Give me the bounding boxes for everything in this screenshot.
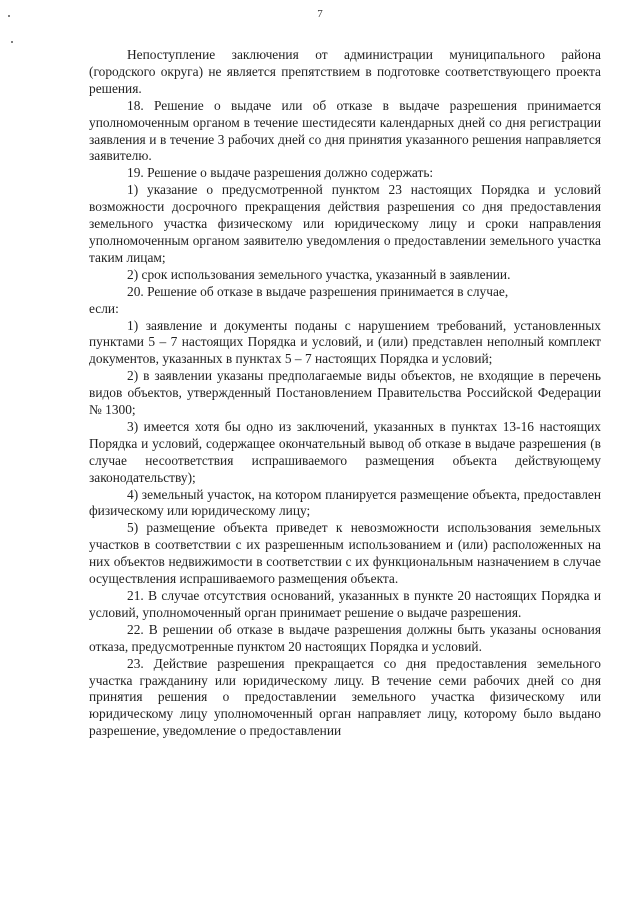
paragraph: 21. В случае отсутствия оснований, указанных в пункте 20 настоящих Порядка и условий, уполномоченный орган принимает решение о выдаче разрешения. xyxy=(89,588,601,620)
scan-mark xyxy=(11,41,13,43)
paragraph: 2) срок использования земельного участка, указанный в заявлении. xyxy=(127,266,511,282)
paragraph: Непоступление заключения от администрации муниципального района (городского округа) не является препятствием в подготовке соответствующего проекта решения. xyxy=(89,47,601,96)
paragraph: 18. Решение о выдаче или об отказе в выдаче разрешения принимается уполномоченным органом в течение шестидесяти календарных дней со дня регистрации заявления и в течение 3 рабочих дней со дня принятия указанного решения направляется заявителю. xyxy=(89,97,601,164)
paragraph: 5) размещение объекта приведет к невозможности использования земельных участков в соответствии с их разрешенным использованием и (или) расположенных на них объектов недвижимости в соответствии с их функциональным назначением в случае осуществления испрашиваемого размещения объекта. xyxy=(89,520,601,587)
paragraph: 23. Действие разрешения прекращается со дня предоставления земельного участка гражданину или юридическому лицу. В течение семи рабочих дней со дня принятия решения о предоставлении земельного участка физическому или юридическому лицу уполномоченный орган направляет лицу, которому было выдано разрешение, уведомление о предоставлении xyxy=(89,655,601,739)
scan-mark xyxy=(8,15,10,17)
page-number: 7 xyxy=(317,8,323,20)
paragraph: 3) имеется хотя бы одно из заключений, указанных в пунктах 13-16 настоящих Порядка и условий, содержащее окончательный вывод об отказе в выдаче разрешения (в случае несоответствия испрашиваемого размещения объекта действующему законодательству); xyxy=(89,418,601,485)
paragraph: если: xyxy=(89,300,119,316)
paragraph: 1) заявление и документы поданы с нарушением требований, установленных пунктами 5 – 7 настоящих Порядка и условий, и (или) представлен неполный комплект документов, указанных в пунктах 5 – 7 настоящих Порядка и условий; xyxy=(89,317,601,367)
paragraph: 4) земельный участок, на котором планируется размещение объекта, предоставлен физическому или юридическому лицу; xyxy=(89,486,601,519)
paragraph: 22. В решении об отказе в выдаче разрешения должны быть указаны основания отказа, предусмотренные пунктом 20 настоящих Порядка и условий. xyxy=(89,621,601,654)
document-body xyxy=(89,47,601,740)
paragraph: 20. Решение об отказе в выдаче разрешения принимается в случае, xyxy=(127,283,509,299)
paragraph: 2) в заявлении указаны предполагаемые виды объектов, не входящие в перечень видов объектов, утвержденный Постановлением Правительства Российской Федерации № 1300; xyxy=(89,368,601,418)
paragraph: 1) указание о предусмотренной пунктом 23 настоящих Порядка и условий возможности досрочного прекращения действия разрешения со дня предоставления земельного участка физическому или юридическому лицу и сроки направления уполномоченным органом заявителю уведомления о предоставлении земельного участка таким лицам; xyxy=(89,182,601,265)
paragraph: 19. Решение о выдаче разрешения должно содержать: xyxy=(127,165,434,181)
